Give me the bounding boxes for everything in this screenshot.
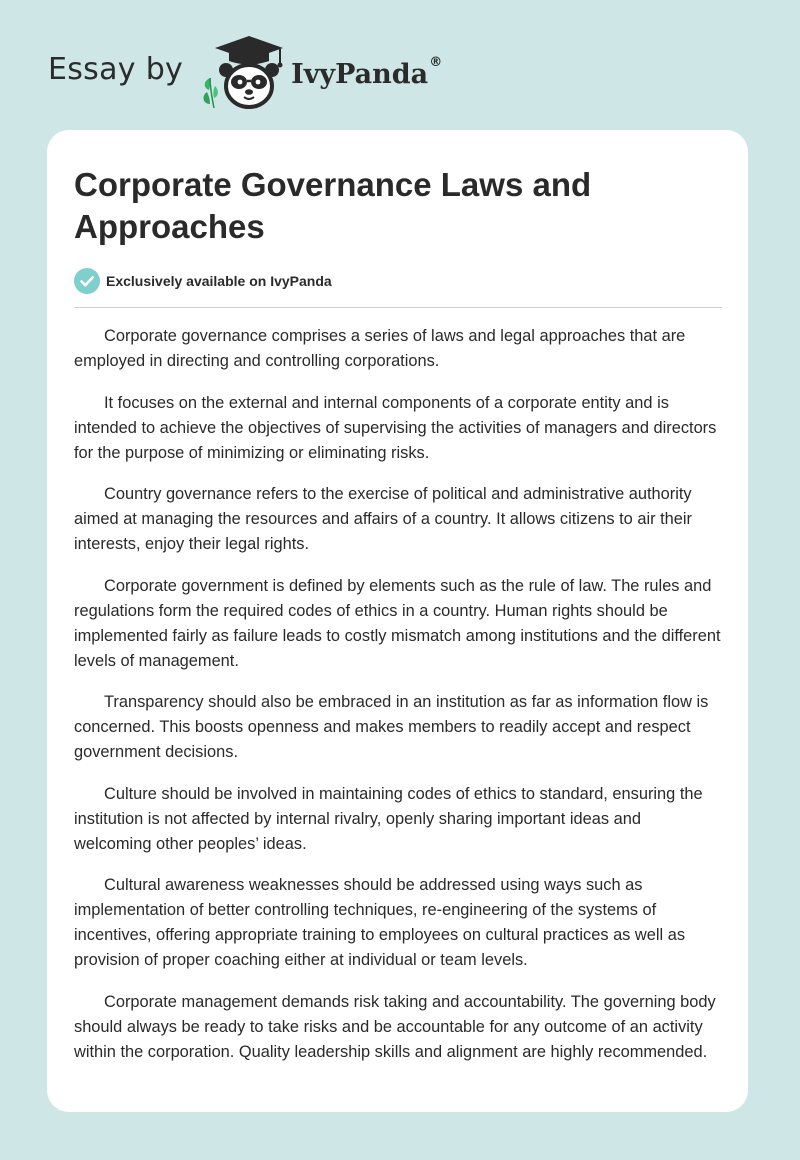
panda-graduate-logo-icon[interactable] bbox=[201, 34, 287, 110]
page-title: Corporate Governance Laws and Approaches bbox=[74, 166, 592, 245]
registered-mark: ® bbox=[429, 54, 443, 70]
paragraph: Country governance refers to the exercise of political and administrative authority aimed at managing the resources and affairs of a country. It allows citizens to air their interests, enjoy their legal rights. bbox=[74, 485, 692, 553]
essay-card bbox=[47, 130, 748, 1112]
check-circle-icon bbox=[74, 268, 100, 294]
brand-name[interactable] bbox=[291, 54, 443, 90]
essay-body bbox=[74, 324, 722, 1065]
paragraph: Corporate governance comprises a series of laws and legal approaches that are employed in directing and controlling corporations. bbox=[74, 327, 686, 370]
paragraph: Transparency should also be embraced in an institution as far as information flow is concerned. This boosts openness and makes members to readily accept and respect government decisions. bbox=[74, 693, 709, 761]
brand-name-text: IvyPanda bbox=[291, 58, 429, 90]
paragraph: Corporate government is defined by elements such as the rule of law. The rules and regulations form the required codes of ethics in a country. Human rights should be implemented fairly as failure leads to costly mismatch among institutions and the different levels of management. bbox=[74, 576, 721, 670]
exclusive-badge bbox=[74, 268, 722, 294]
divider bbox=[74, 307, 722, 308]
essay-by-label: Essay by bbox=[48, 51, 184, 87]
paragraph: Cultural awareness weaknesses should be addressed using ways such as implementation of better controlling techniques, re-engineering of the systems of incentives, offering appropriate training to employees on cultural practices as well as provision of proper coaching either at individual or team levels. bbox=[74, 876, 686, 969]
site-header bbox=[48, 34, 442, 110]
paragraph: Culture should be involved in maintaining codes of ethics to standard, ensuring the institution is not affected by internal rivalry, openly sharing important ideas and welcoming other peoples’ ideas. bbox=[74, 784, 703, 853]
exclusive-badge-label: Exclusively available on IvyPanda bbox=[106, 273, 332, 289]
paragraph: It focuses on the external and internal components of a corporate entity and is intended to achieve the objectives of supervising the activities of managers and directors for the purpose of minimizing or eliminating risks. bbox=[74, 393, 717, 462]
paragraph: Corporate management demands risk taking and accountability. The governing body should always be ready to take risks and be accountable for any outcome of an activity within the corporation. Quality leadership skills and alignment are highly recommended. bbox=[74, 992, 716, 1061]
